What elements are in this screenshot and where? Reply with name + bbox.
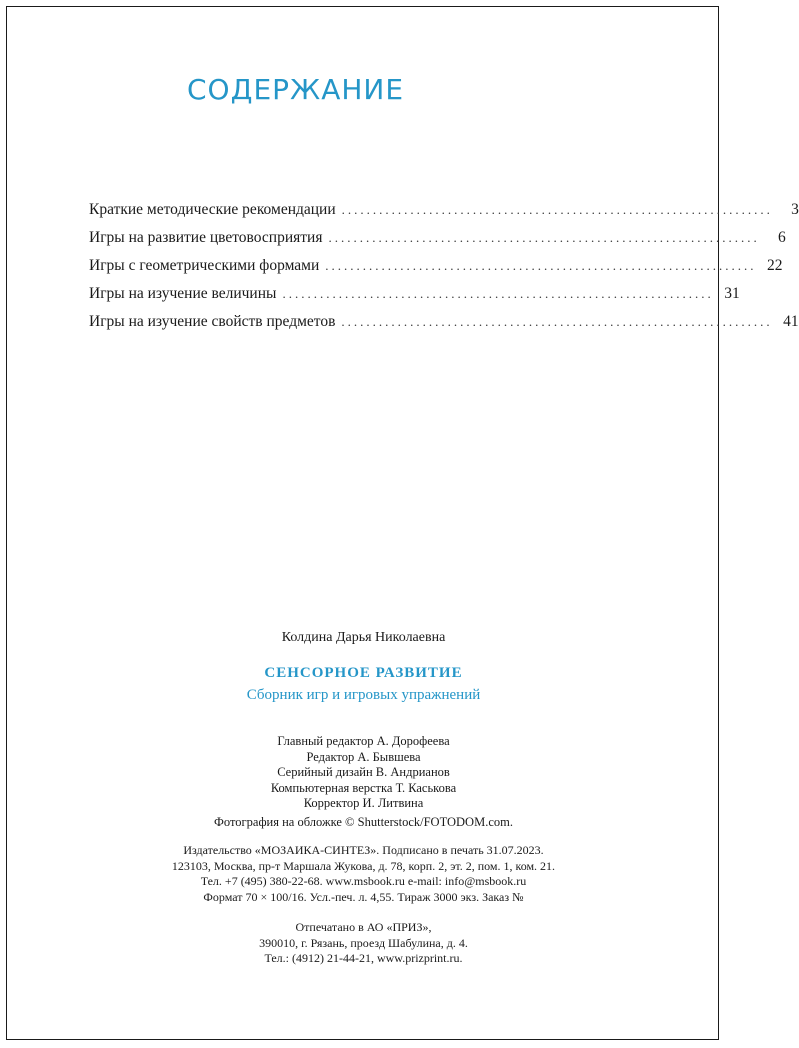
author-name: Колдина Дарья Николаевна [281, 630, 446, 645]
toc-entry-label: Краткие методические рекомендации [89, 201, 336, 218]
credit-line: Корректор И. Литвина [303, 796, 424, 810]
page-frame [6, 6, 799, 1040]
toc-entry-page: 3 [791, 201, 799, 218]
toc-leader-dots: ..................................................................... [282, 286, 714, 301]
credit-line: Редактор А. Бывшева [306, 749, 421, 764]
publisher-block [7, 843, 720, 905]
credit-line: Серийный дизайн В. Андрианов [277, 765, 450, 779]
publisher-line: 123103, Москва, пр-т Маршала Жукова, д. 78, корп. 2, эт. 2, пом. 1, ком. 21. [171, 858, 556, 873]
toc-entry[interactable] [89, 201, 799, 229]
toc-entry-label: Игры на изучение величины [89, 285, 277, 302]
toc-title: СОДЕРЖАНИЕ [187, 73, 405, 106]
book-title: СЕНСОРНОЕ РАЗВИТИЕ [264, 665, 463, 681]
toc-entry[interactable] [89, 313, 799, 341]
book-subtitle: Сборник игр и игровых упражнений [246, 687, 481, 703]
toc-entry-label: Игры с геометрическими формами [89, 257, 320, 274]
credit-line: Главный редактор А. Дорофеева [277, 734, 450, 748]
toc-leader-dots: ..................................................................... [341, 202, 773, 217]
credit-line: Компьютерная верстка Т. Каськова [270, 780, 457, 795]
printer-block [7, 920, 720, 967]
printer-line: Тел.: (4912) 21-44-21, www.prizprint.ru. [264, 951, 463, 965]
toc-entry-page: 41 [783, 313, 799, 330]
toc-entry[interactable] [89, 285, 740, 313]
toc-entry[interactable] [89, 257, 783, 285]
toc-entry-page: 31 [724, 285, 740, 302]
publisher-line: Тел. +7 (495) 380-22-68. www.msbook.ru e-mail: info@msbook.ru [200, 874, 527, 888]
table-of-contents [89, 201, 799, 341]
toc-leader-dots: ..................................................................... [325, 258, 757, 273]
publisher-line: Издательство «МОЗАИКА-СИНТЕЗ». Подписано в печать 31.07.2023. [183, 843, 544, 857]
publisher-line: Формат 70 × 100/16. Усл.-печ. л. 4,55. Тираж 3000 экз. Заказ № [203, 889, 524, 904]
credits-block [7, 734, 720, 812]
toc-entry-label: Игры на изучение свойств предметов [89, 313, 336, 330]
toc-entry[interactable] [89, 229, 786, 257]
photo-credit: Фотография на обложке © Shutterstock/FOTODOM.com. [214, 815, 513, 829]
toc-leader-dots: ..................................................................... [328, 230, 760, 245]
toc-entry-page: 6 [777, 229, 786, 246]
toc-entry-page: 22 [767, 257, 783, 274]
toc-leader-dots: ..................................................................... [341, 314, 773, 329]
printer-line: Отпечатано в АО «ПРИЗ», [295, 920, 432, 934]
printer-line: 390010, г. Рязань, проезд Шабулина, д. 4. [259, 935, 468, 950]
toc-entry-label: Игры на развитие цветовосприятия [89, 229, 323, 246]
